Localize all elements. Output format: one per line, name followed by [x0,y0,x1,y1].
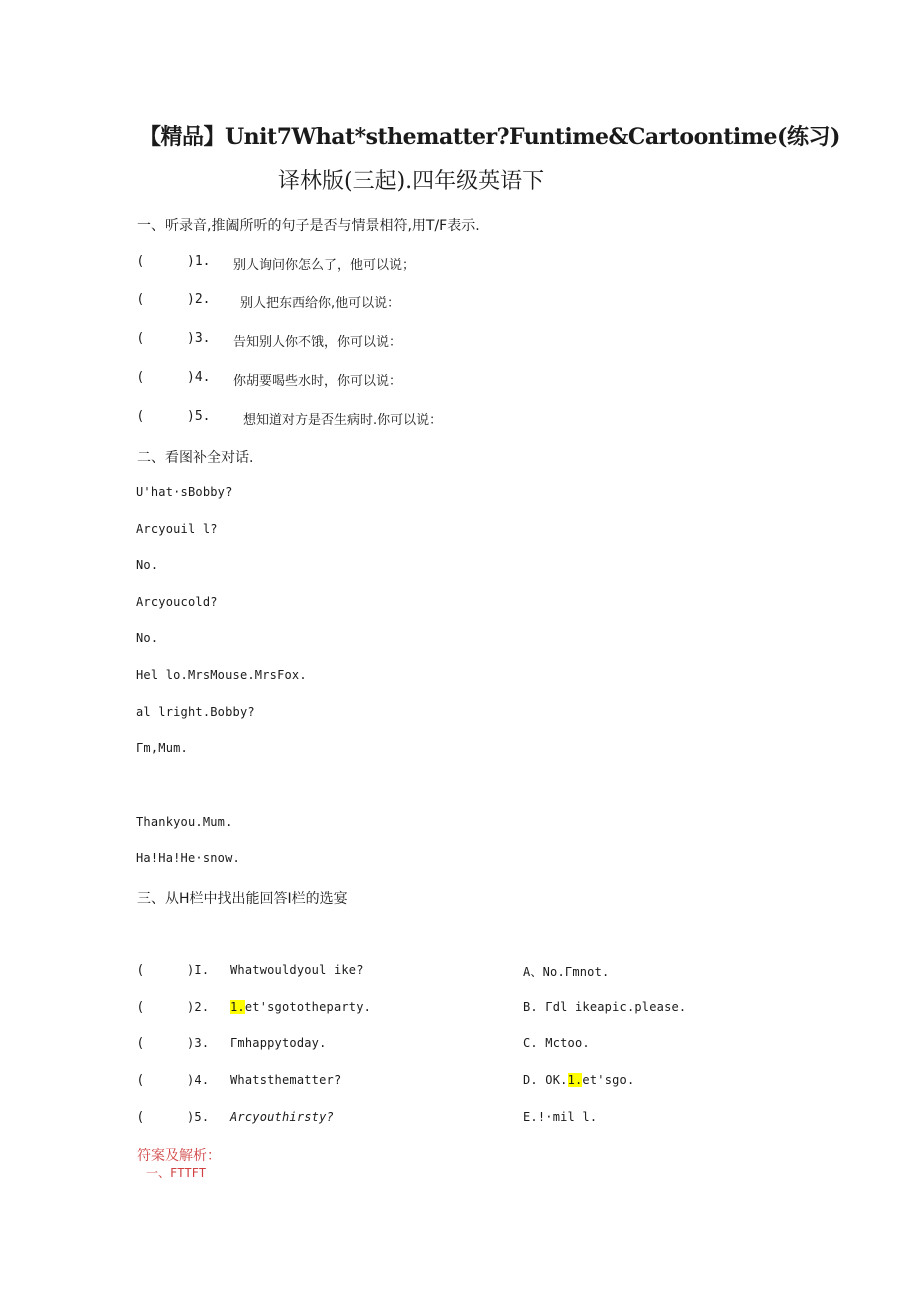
option-prefix: D. OK. [523,1073,568,1087]
dialogue-line: No. [136,631,159,645]
highlight-mark: 1. [230,1000,245,1014]
answer-blank[interactable]: ( [138,963,144,978]
section2-heading: 二、看图补全对话. [137,450,254,466]
answer-blank[interactable]: ( [138,292,144,307]
question-text [230,1000,371,1014]
dialogue-line: Arcyouil l? [136,522,218,536]
item-number: )3. [187,331,211,346]
item-number: )5. [187,409,211,424]
answer-blank[interactable]: ( [138,370,144,385]
question-rest: et'sgototheparty. [244,1000,372,1014]
item-text: 别人询问你怎么了，他可以说； [233,258,416,273]
dialogue-line: U'hat·sBobby? [136,485,233,499]
option-rest: et'sgo. [582,1073,635,1087]
dialogue-line: Γm,Mum. [136,741,188,755]
option-text [523,1073,634,1087]
option-text: C. Mctoo. [523,1036,590,1050]
question-text: Whatsthematter? [230,1073,342,1087]
item-number: )1. [187,254,211,269]
option-text: A、No.Γmnot. [523,965,610,979]
item-text: 想知道对方是否生病时.你可以说： [243,413,443,428]
answer-blank[interactable]: ( [138,254,144,269]
highlight-mark: 1. [567,1073,583,1087]
answers-label: 符案及解析： [137,1148,221,1164]
answer-blank[interactable]: ( [138,1073,144,1088]
answer-blank[interactable]: ( [138,1036,144,1051]
answer-blank[interactable]: ( [138,1000,144,1015]
dialogue-line: Ha!Ha!He·snow. [136,851,240,865]
item-number: )4. [187,370,211,385]
section1-heading: 一、听录音,推阖所听的句子是否与情景相符,用T/F表示. [137,218,480,234]
item-number: )5. [187,1110,210,1124]
item-text: 你胡要喝些水时，你可以说： [233,374,403,389]
dialogue-line: al lright.Bobby? [136,705,255,719]
dialogue-line: No. [136,558,159,572]
dialogue-line: Hel lo.MrsMouse.MrsFox. [136,668,307,682]
question-text: Whatwouldyoul ike? [230,963,364,977]
page-title: 【精品】Unit7What*sthematter?Funtime&Cartoontime(练习) [139,124,840,150]
option-text: E.!·mil l. [523,1110,598,1124]
item-number: )2. [187,1000,210,1014]
question-text: Arcyouthirsty? [230,1110,334,1124]
item-text: 别人把东西给你,他可以说： [240,296,401,311]
answer-blank[interactable]: ( [138,331,144,346]
item-number: )I. [187,963,210,977]
answers-line: 一、FTTFT [146,1166,207,1180]
section3-heading: 三、从H栏中找出能回答I栏的选宴 [137,891,348,907]
option-text: B. Γdl ikeapic.please. [523,1000,687,1014]
dialogue-line: Arcyoucold? [136,595,218,609]
item-number: )4. [187,1073,210,1087]
answer-blank[interactable]: ( [138,409,144,424]
item-number: )3. [187,1036,210,1050]
item-number: )2. [187,292,211,307]
answer-blank[interactable]: ( [138,1110,144,1125]
question-text: Γmhappytoday. [230,1036,327,1050]
item-text: 告知别人你不饿，你可以说： [233,335,403,350]
page-subtitle: 译林版(三起).四年级英语下 [278,169,545,194]
dialogue-line: Thankyou.Mum. [136,815,233,829]
